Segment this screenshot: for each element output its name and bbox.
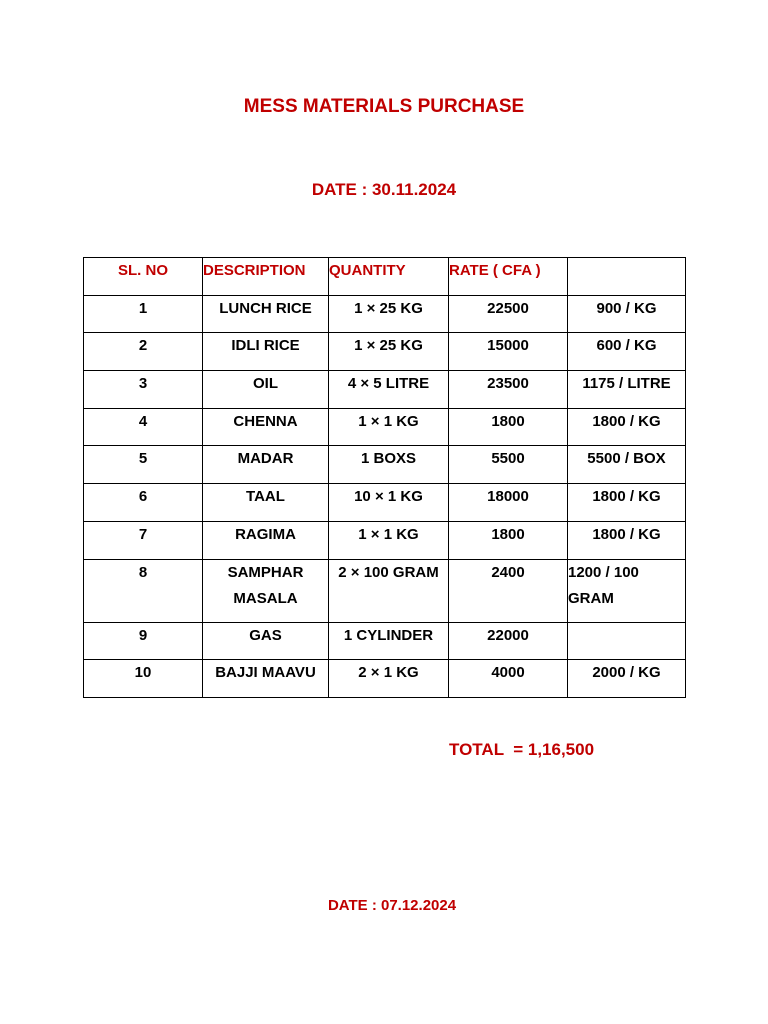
table-row — [84, 521, 686, 559]
cell-description: SAMPHAR MASALA — [203, 559, 329, 622]
cell-sl-no: 4 — [84, 408, 203, 446]
cell-quantity: 10 × 1 KG — [329, 484, 449, 522]
cell-rate: 4000 — [449, 660, 568, 698]
cell-quantity: 2 × 100 GRAM — [329, 559, 449, 622]
table-row — [84, 484, 686, 522]
table-row — [84, 333, 686, 371]
cell-unit-rate — [568, 622, 686, 660]
cell-description: BAJJI MAAVU — [203, 660, 329, 698]
cell-unit-rate: 900 / KG — [568, 295, 686, 333]
cell-rate: 2400 — [449, 559, 568, 622]
cell-quantity: 1 × 25 KG — [329, 295, 449, 333]
cell-description: GAS — [203, 622, 329, 660]
cell-unit-rate: 1200 / 100 GRAM — [568, 559, 686, 622]
header-sl-no: SL. NO — [84, 258, 203, 296]
cell-unit-rate: 5500 / BOX — [568, 446, 686, 484]
cell-sl-no: 5 — [84, 446, 203, 484]
cell-unit-rate: 2000 / KG — [568, 660, 686, 698]
cell-rate: 1800 — [449, 521, 568, 559]
table-row — [84, 408, 686, 446]
cell-rate: 22500 — [449, 295, 568, 333]
header-rate: RATE ( CFA ) — [449, 258, 568, 296]
cell-unit-rate: 1800 / KG — [568, 521, 686, 559]
cell-quantity: 1 × 25 KG — [329, 333, 449, 371]
cell-quantity: 1 CYLINDER — [329, 622, 449, 660]
table-row — [84, 446, 686, 484]
cell-rate: 22000 — [449, 622, 568, 660]
cell-description: MADAR — [203, 446, 329, 484]
cell-sl-no: 8 — [84, 559, 203, 622]
cell-description: LUNCH RICE — [203, 295, 329, 333]
cell-description: TAAL — [203, 484, 329, 522]
cell-description: RAGIMA — [203, 521, 329, 559]
header-description: DESCRIPTION — [203, 258, 329, 296]
table-row — [84, 295, 686, 333]
cell-rate: 18000 — [449, 484, 568, 522]
cell-sl-no: 6 — [84, 484, 203, 522]
cell-unit-rate: 1800 / KG — [568, 484, 686, 522]
cell-description: OIL — [203, 371, 329, 409]
cell-sl-no: 1 — [84, 295, 203, 333]
cell-sl-no: 10 — [84, 660, 203, 698]
header-unit-rate — [568, 258, 686, 296]
document-title: MESS MATERIALS PURCHASE — [243, 96, 525, 117]
purchase-date: DATE : 30.11.2024 — [311, 180, 457, 199]
cell-unit-rate: 1175 / LITRE — [568, 371, 686, 409]
table-row — [84, 559, 686, 622]
cell-sl-no: 3 — [84, 371, 203, 409]
cell-unit-rate: 1800 / KG — [568, 408, 686, 446]
cell-sl-no: 7 — [84, 521, 203, 559]
cell-description: IDLI RICE — [203, 333, 329, 371]
total-amount: TOTAL = 1,16,500 — [449, 740, 595, 759]
cell-description: CHENNA — [203, 408, 329, 446]
table-row — [84, 371, 686, 409]
cell-unit-rate: 600 / KG — [568, 333, 686, 371]
cell-quantity: 1 × 1 KG — [329, 521, 449, 559]
purchase-table — [83, 257, 686, 698]
next-date: DATE : 07.12.2024 — [327, 897, 457, 914]
table-row — [84, 660, 686, 698]
cell-quantity: 1 × 1 KG — [329, 408, 449, 446]
cell-sl-no: 2 — [84, 333, 203, 371]
cell-quantity: 4 × 5 LITRE — [329, 371, 449, 409]
cell-quantity: 1 BOXS — [329, 446, 449, 484]
cell-rate: 5500 — [449, 446, 568, 484]
cell-rate: 15000 — [449, 333, 568, 371]
table-header-row — [84, 258, 686, 296]
cell-quantity: 2 × 1 KG — [329, 660, 449, 698]
header-quantity: QUANTITY — [329, 258, 449, 296]
cell-rate: 23500 — [449, 371, 568, 409]
cell-sl-no: 9 — [84, 622, 203, 660]
cell-rate: 1800 — [449, 408, 568, 446]
table-row — [84, 622, 686, 660]
